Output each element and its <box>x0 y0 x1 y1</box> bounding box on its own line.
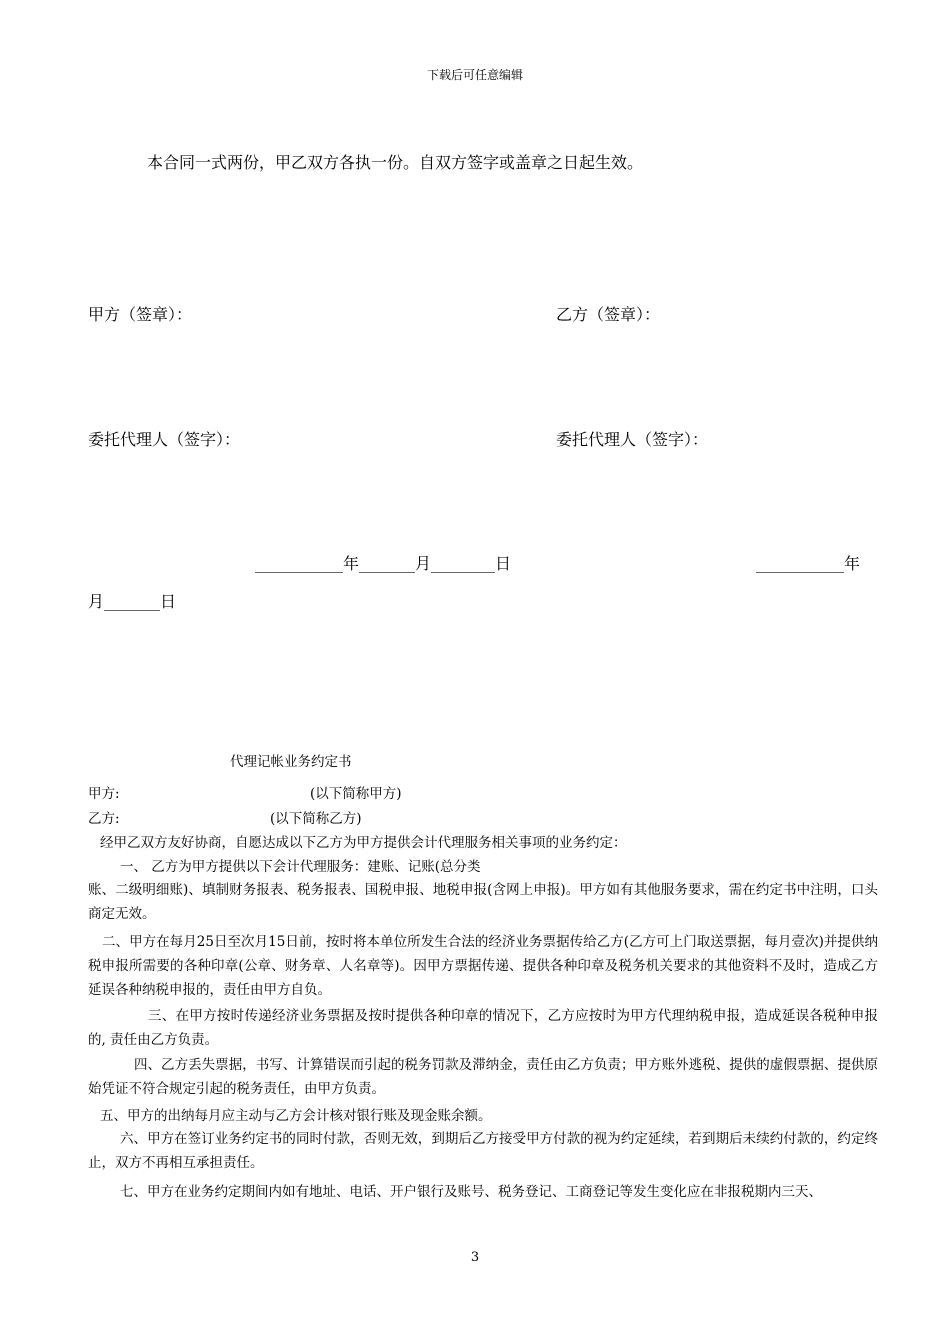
clause-6: 六、甲方在签订业务约定书的同时付款，否则无效，到期后乙方接受甲方付款的视为约定延续，若到期后未续约付款的，约定终止，双方不再相互承担责任。 <box>88 1131 878 1171</box>
party-a-note: (以下简称甲方) <box>310 786 402 802</box>
clause-3: 三、在甲方按时传递经济业务票据及按时提供各种印章的情况下，乙方应按时为甲方代理纳税申报，造成延误各税种申报的, 责任由乙方负责。 <box>88 1008 878 1048</box>
clause-2: 二、甲方在每月25日至次月15日前，按时将本单位所发生合法的经济业务票据传给乙方(乙方可上门取送票据，每月壹次)并提供纳税申报所需要的各种印章(公章、财务章、人名章等)。因甲方票据传递、提供各种印章及税务机关要求的其他资料不及时，造成乙方延误各种纳税申报的，责任由甲方自负。 <box>88 934 878 998</box>
page-number: 3 <box>470 1250 480 1265</box>
clause-4: 四、乙方丢失票据，书写、计算错误而引起的税务罚款及滞纳金，责任由乙方负责；甲方账外逃税、提供的虚假票据、提供原始凭证不符合规定引起的税务责任，由甲方负责。 <box>88 1057 878 1097</box>
agreement-title: 代理记帐业务约定书 <box>230 754 352 770</box>
clause-1-continued: 账、二级明细账)、填制财务报表、税务报表、国税申报、地税申报(含网上申报)。甲方如有其他服务要求，需在约定书中注明，口头商定无效。 <box>88 882 878 922</box>
party-b-label: 乙方: <box>88 811 120 827</box>
party-b-seal-label: 乙方（签章）： <box>556 305 661 324</box>
agreement-intro: 经甲乙双方友好协商，自愿达成以下乙方为甲方提供会计代理服务相关事项的业务约定： <box>100 835 627 851</box>
party-a-seal-label: 甲方（签章）： <box>88 305 193 324</box>
date-line-b-part2: 月_______日 <box>88 592 177 611</box>
party-a-label: 甲方: <box>88 786 120 802</box>
clause-7: 七、甲方在业务约定期间内如有地址、电话、开户银行及账号、税务登记、工商登记等发生变化应在非报税期内三天、 <box>120 1184 822 1200</box>
agent-b-signature-label: 委托代理人（签字）： <box>556 430 709 449</box>
party-b-note: (以下简称乙方) <box>270 811 362 827</box>
page-header: 下载后可任意编辑 <box>426 68 523 82</box>
date-line-b-part1: ___________年 <box>756 554 861 573</box>
clause-1-first-line: 一、 乙方为甲方提供以下会计代理服务：建账、记账(总分类 <box>120 859 481 875</box>
validity-clause: 本合同一式两份，甲乙双方各执一份。自双方签字或盖章之日起生效。 <box>147 153 644 172</box>
clause-5: 五、甲方的出纳每月应主动与乙方会计核对银行账及现金账余额。 <box>100 1108 492 1124</box>
date-line-a: ___________年_______月________日 <box>255 554 512 573</box>
agent-a-signature-label: 委托代理人（签字）： <box>88 430 241 449</box>
